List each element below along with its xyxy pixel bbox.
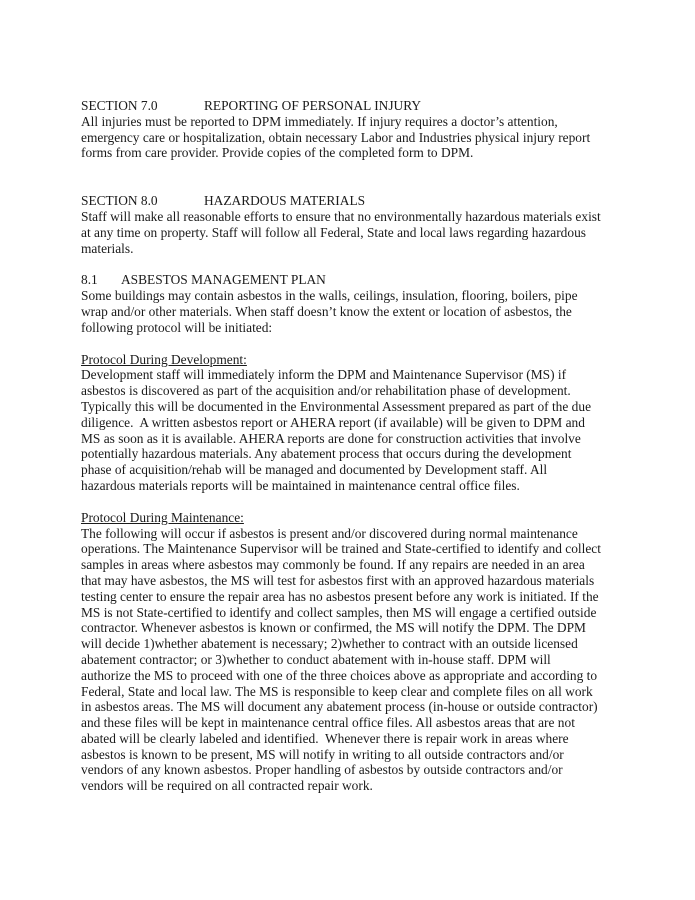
protocol-maintenance-heading: Protocol During Maintenance:	[81, 509, 244, 525]
text-line: contractor. Whenever asbestos is known or confirmed, the MS will notify the DPM. The DPM	[81, 620, 586, 636]
section-8-paragraph	[81, 209, 621, 256]
text-line: potentially hazardous materials. Any abatement process that occurs during the development	[81, 446, 572, 462]
text-line: Typically this will be documented in the Environmental Assessment prepared as part of the due	[81, 398, 592, 414]
text-line: MS is not State-certified to identify and collect samples, then MS will engage a certified outside	[81, 604, 597, 620]
text-line: Some buildings may contain asbestos in the walls, ceilings, insulation, flooring, boilers, pipe	[81, 288, 578, 304]
text-line: emergency care or hospitalization, obtain necessary Labor and Industries physical injury report	[81, 129, 591, 145]
section-7-number: SECTION 7.0	[81, 98, 158, 113]
section-7-title: REPORTING OF PERSONAL INJURY	[204, 98, 422, 113]
text-line: Staff will make all reasonable efforts to ensure that no environmentally hazardous materials exist	[81, 208, 601, 224]
text-line: following protocol will be initiated:	[81, 319, 273, 335]
section-8-1-title: ASBESTOS MANAGEMENT PLAN	[121, 272, 326, 288]
text-line: will decide 1)whether abatement is necessary; 2)whether to contract with an outside licensed	[81, 636, 578, 652]
section-8-heading	[81, 193, 621, 209]
text-line: phase of acquisition/rehab will be managed and documented by Development staff. All	[81, 462, 548, 478]
text-line: authorize the MS to proceed with one of the three choices above as appropriate and according to	[81, 667, 598, 683]
text-line: vendors will be required on all contracted repair work.	[81, 778, 373, 794]
text-line: All injuries must be reported to DPM immediately. If injury requires a doctor’s attention,	[81, 113, 558, 129]
text-line: testing center to ensure the repair area has no asbestos present before any work is initiated. If the	[81, 588, 599, 604]
text-line: and these files will be kept in maintenance central office files. All asbestos areas that are not	[81, 715, 575, 731]
text-line: materials.	[81, 240, 134, 256]
protocol-development-paragraph	[81, 367, 621, 493]
text-line: The following will occur if asbestos is present and/or discovered during normal maintenance	[81, 525, 578, 541]
section-8-title: HAZARDOUS MATERIALS	[204, 193, 366, 209]
text-line: at any time on property. Staff will follow all Federal, State and local laws regarding hazardous	[81, 224, 586, 240]
text-line: forms from care provider. Provide copies of the completed form to DPM.	[81, 145, 474, 161]
text-line: in asbestos areas. The MS will document any abatement process (in-house or outside contractor)	[81, 699, 598, 715]
section-8-1-number: 8.1	[81, 272, 98, 288]
text-line: hazardous materials reports will be maintained in maintenance central office files.	[81, 477, 520, 493]
text-line: vendors of any known asbestos. Proper handling of asbestos by outside contractors and/or	[81, 762, 563, 778]
text-line: abated will be clearly labeled and identified. Whenever there is repair work in areas where	[81, 730, 569, 746]
text-line: abatement contractor; or 3)whether to conduct abatement with in-house staff. DPM will	[81, 651, 551, 667]
document-body	[81, 98, 621, 794]
text-line: MS as soon as it is available. AHERA reports are done for construction activities that involve	[81, 430, 581, 446]
text-line: asbestos is known to be present, MS will notify in writing to all outside contractors and/or	[81, 746, 564, 762]
section-8-number: SECTION 8.0	[81, 193, 158, 209]
text-line: Development staff will immediately inform the DPM and Maintenance Supervisor (MS) if	[81, 367, 567, 383]
section-7-heading	[81, 98, 621, 114]
section-7-paragraph	[81, 114, 621, 161]
section-8-1-heading	[81, 272, 621, 288]
text-line: diligence. A written asbestos report or AHERA report (if available) will be given to DPM and	[81, 414, 585, 430]
text-line: that may have asbestos, the MS will test for asbestos first with an approved hazardous materials	[81, 572, 595, 588]
text-line: samples in areas where asbestos may commonly be found. If any repairs are needed in an area	[81, 557, 585, 573]
section-8-1-paragraph	[81, 288, 621, 335]
text-line: asbestos is discovered as part of the acquisition and/or rehabilitation phase of development.	[81, 383, 571, 399]
text-line: Federal, State and local law. The MS is responsible to keep clear and complete files on all work	[81, 683, 593, 699]
text-line: wrap and/or other materials. When staff doesn’t know the extent or location of asbestos, the	[81, 303, 572, 319]
text-line: operations. The Maintenance Supervisor will be trained and State-certified to identify and collect	[81, 541, 601, 557]
protocol-maintenance-paragraph	[81, 526, 621, 795]
protocol-development-heading: Protocol During Development:	[81, 351, 247, 367]
